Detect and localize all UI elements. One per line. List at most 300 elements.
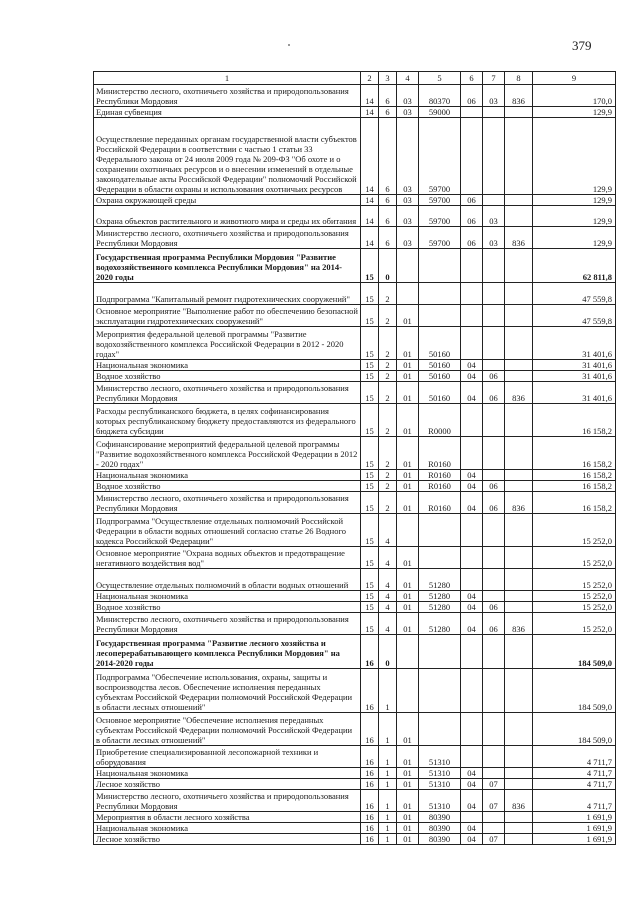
code-cell: 2 [379, 481, 397, 492]
code-cell: 4 [379, 602, 397, 613]
code-cell [461, 547, 483, 569]
code-cell: 07 [483, 834, 505, 845]
table-row [94, 492, 616, 514]
table-row [94, 591, 616, 602]
row-name: Охрана окружающей среды [94, 195, 361, 206]
code-cell: 01 [397, 768, 419, 779]
table-row [94, 602, 616, 613]
code-cell [483, 768, 505, 779]
code-cell [461, 812, 483, 823]
code-cell: 836 [505, 382, 533, 404]
code-cell: 15 [361, 514, 379, 547]
table-row [94, 790, 616, 812]
code-cell [505, 327, 533, 360]
row-amount: 1 691,9 [533, 834, 616, 845]
row-amount: 16 158,2 [533, 470, 616, 481]
row-name: Министерство лесного, охотничьего хозяйства и природопользования Республики Мордовия [94, 613, 361, 635]
code-cell: 01 [397, 746, 419, 768]
table-row [94, 227, 616, 249]
code-cell: R0160 [419, 470, 461, 481]
code-cell: 07 [483, 779, 505, 790]
code-cell: 1 [379, 790, 397, 812]
code-cell [461, 327, 483, 360]
code-cell [505, 360, 533, 371]
code-cell: 1 [379, 834, 397, 845]
row-amount: 31 401,6 [533, 382, 616, 404]
code-cell [461, 283, 483, 305]
code-cell: 03 [483, 227, 505, 249]
code-cell: 50160 [419, 382, 461, 404]
code-cell [505, 768, 533, 779]
code-cell [505, 602, 533, 613]
code-cell: 01 [397, 327, 419, 360]
code-cell [483, 812, 505, 823]
code-cell: 01 [397, 437, 419, 470]
row-name: Осуществление переданных органам государственной власти субъектов Российской Федерации в соответствии с частью 1 статьи 33 Федерального закона от 24 июля 2009 года № 209-ФЗ "Об охоте и о сохранении охотничьих ресурсов и о внесении изменений в отдельные законодательные акты Российской Федерации" полномочий Российской Федерации в области охраны и использования охотничьих ресурсов [94, 118, 361, 195]
code-cell: R0160 [419, 492, 461, 514]
code-cell: 51280 [419, 591, 461, 602]
row-name: Подпрограмма "Осуществление отдельных полномочий Российской Федерации в области водных отношений согласно статье 26 Водного кодекса Российской Федерации" [94, 514, 361, 547]
code-cell: 59700 [419, 195, 461, 206]
code-cell [505, 746, 533, 768]
code-cell: R0160 [419, 481, 461, 492]
code-cell: 06 [483, 371, 505, 382]
row-name: Осуществление отдельных полномочий в области водных отношений [94, 569, 361, 591]
code-cell: 04 [461, 360, 483, 371]
code-cell: 06 [483, 492, 505, 514]
table-row [94, 569, 616, 591]
code-cell: 04 [461, 382, 483, 404]
table-row [94, 360, 616, 371]
code-cell [419, 547, 461, 569]
code-cell [505, 713, 533, 746]
code-cell [419, 249, 461, 283]
code-cell: 50160 [419, 360, 461, 371]
code-cell [505, 206, 533, 227]
row-name: Водное хозяйство [94, 481, 361, 492]
code-cell [505, 779, 533, 790]
code-cell: 15 [361, 404, 379, 437]
code-cell: 06 [461, 206, 483, 227]
column-header: 3 [379, 72, 397, 85]
code-cell: 51310 [419, 779, 461, 790]
table-row [94, 404, 616, 437]
row-amount: 15 252,0 [533, 514, 616, 547]
code-cell: 15 [361, 283, 379, 305]
code-cell: 04 [461, 834, 483, 845]
table-row [94, 85, 616, 107]
code-cell: 01 [397, 360, 419, 371]
code-cell: 59700 [419, 118, 461, 195]
code-cell: 01 [397, 591, 419, 602]
row-amount: 170,0 [533, 85, 616, 107]
row-name: Министерство лесного, охотничьего хозяйства и природопользования Республики Мордовия [94, 382, 361, 404]
code-cell [483, 514, 505, 547]
code-cell: 6 [379, 195, 397, 206]
code-cell: 06 [461, 195, 483, 206]
table-row [94, 768, 616, 779]
code-cell: 1 [379, 768, 397, 779]
row-amount: 16 158,2 [533, 481, 616, 492]
row-amount: 4 711,7 [533, 768, 616, 779]
row-amount: 184 509,0 [533, 713, 616, 746]
code-cell [505, 118, 533, 195]
code-cell: 01 [397, 779, 419, 790]
code-cell: 4 [379, 591, 397, 602]
code-cell [397, 514, 419, 547]
row-name: Министерство лесного, охотничьего хозяйства и природопользования Республики Мордовия [94, 85, 361, 107]
code-cell [505, 107, 533, 118]
code-cell: 59000 [419, 107, 461, 118]
table-row [94, 327, 616, 360]
code-cell [461, 305, 483, 327]
code-cell [505, 823, 533, 834]
code-cell: R0160 [419, 437, 461, 470]
code-cell [483, 283, 505, 305]
code-cell: 1 [379, 669, 397, 713]
table-row [94, 713, 616, 746]
code-cell: 14 [361, 85, 379, 107]
row-name: Министерство лесного, охотничьего хозяйства и природопользования Республики Мордовия [94, 227, 361, 249]
row-name: Национальная экономика [94, 360, 361, 371]
code-cell: 06 [483, 481, 505, 492]
code-cell: 1 [379, 746, 397, 768]
code-cell: 6 [379, 206, 397, 227]
code-cell [483, 404, 505, 437]
row-amount: 129,9 [533, 206, 616, 227]
code-cell: 15 [361, 492, 379, 514]
code-cell [483, 547, 505, 569]
code-cell [483, 746, 505, 768]
code-cell [505, 249, 533, 283]
column-header: 4 [397, 72, 419, 85]
code-cell: 15 [361, 360, 379, 371]
code-cell: 51280 [419, 613, 461, 635]
code-cell: 2 [379, 470, 397, 481]
row-amount: 184 509,0 [533, 635, 616, 669]
code-cell [461, 635, 483, 669]
row-name: Расходы республиканского бюджета, в целях софинансирования которых республиканскому бюджету предоставляются из федерального бюджета субсидии [94, 404, 361, 437]
scan-speck [288, 44, 290, 46]
code-cell [505, 834, 533, 845]
code-cell: 06 [483, 602, 505, 613]
code-cell [461, 669, 483, 713]
row-name: Национальная экономика [94, 470, 361, 481]
code-cell [505, 569, 533, 591]
column-header: 1 [94, 72, 361, 85]
code-cell: 6 [379, 107, 397, 118]
code-cell: 51310 [419, 746, 461, 768]
row-amount: 15 252,0 [533, 569, 616, 591]
row-amount: 129,9 [533, 107, 616, 118]
code-cell: 01 [397, 812, 419, 823]
row-name: Лесное хозяйство [94, 834, 361, 845]
column-header: 2 [361, 72, 379, 85]
row-name: Лесное хозяйство [94, 779, 361, 790]
budget-table [93, 71, 616, 845]
code-cell: 15 [361, 437, 379, 470]
code-cell: 4 [379, 514, 397, 547]
code-cell [419, 283, 461, 305]
code-cell: 2 [379, 360, 397, 371]
code-cell: 2 [379, 382, 397, 404]
row-amount: 47 559,8 [533, 305, 616, 327]
code-cell: 80370 [419, 85, 461, 107]
code-cell: 15 [361, 613, 379, 635]
code-cell [419, 713, 461, 746]
row-amount: 1 691,9 [533, 823, 616, 834]
code-cell: 01 [397, 790, 419, 812]
code-cell [461, 118, 483, 195]
row-name: Министерство лесного, охотничьего хозяйства и природопользования Республики Мордовия [94, 790, 361, 812]
code-cell [505, 470, 533, 481]
code-cell: 2 [379, 492, 397, 514]
code-cell: 16 [361, 669, 379, 713]
table-row [94, 823, 616, 834]
code-cell: 03 [397, 227, 419, 249]
code-cell: 6 [379, 227, 397, 249]
row-name: Государственная программа "Развитие лесного хозяйства и лесоперерабатывающего комплекса Республики Мордовия" на 2014-2020 годы [94, 635, 361, 669]
code-cell: 01 [397, 569, 419, 591]
code-cell: 80390 [419, 812, 461, 823]
code-cell: 15 [361, 547, 379, 569]
code-cell: 4 [379, 613, 397, 635]
table-row [94, 249, 616, 283]
code-cell: 16 [361, 768, 379, 779]
code-cell: 15 [361, 249, 379, 283]
row-name: Основное мероприятие "Обеспечение исполнения переданных субъектам Российской Федерации полномочий Российской Федерации в области лесных отношений" [94, 713, 361, 746]
row-amount: 31 401,6 [533, 327, 616, 360]
code-cell: 14 [361, 118, 379, 195]
row-amount: 129,9 [533, 195, 616, 206]
code-cell [419, 514, 461, 547]
row-amount: 4 711,7 [533, 790, 616, 812]
row-amount: 47 559,8 [533, 283, 616, 305]
row-amount: 184 509,0 [533, 669, 616, 713]
row-name: Основное мероприятие "Охрана водных объектов и предотвращение негативного воздействия вод" [94, 547, 361, 569]
code-cell [483, 360, 505, 371]
row-amount: 31 401,6 [533, 371, 616, 382]
code-cell [505, 547, 533, 569]
code-cell [461, 514, 483, 547]
row-amount: 15 252,0 [533, 602, 616, 613]
code-cell: 50160 [419, 327, 461, 360]
code-cell: 1 [379, 812, 397, 823]
code-cell [505, 635, 533, 669]
code-cell: 6 [379, 85, 397, 107]
code-cell: 06 [483, 613, 505, 635]
table-row [94, 118, 616, 195]
code-cell: 2 [379, 327, 397, 360]
code-cell: 14 [361, 107, 379, 118]
code-cell: 15 [361, 382, 379, 404]
code-cell [483, 195, 505, 206]
table-row [94, 669, 616, 713]
code-cell [461, 437, 483, 470]
row-name: Подпрограмма "Обеспечение использования, охраны, защиты и воспроизводства лесов. Обеспечение исполнения переданных субъектам Российской Федерации полномочий Российской Федерации в области лесных отношений" [94, 669, 361, 713]
table-row [94, 514, 616, 547]
table-row [94, 812, 616, 823]
code-cell: 14 [361, 206, 379, 227]
column-header: 9 [533, 72, 616, 85]
row-name: Национальная экономика [94, 823, 361, 834]
code-cell [419, 305, 461, 327]
code-cell: 836 [505, 492, 533, 514]
code-cell: 4 [379, 547, 397, 569]
code-cell [505, 283, 533, 305]
row-amount: 15 252,0 [533, 591, 616, 602]
code-cell: 16 [361, 713, 379, 746]
row-name: Министерство лесного, охотничьего хозяйства и природопользования Республики Мордовия [94, 492, 361, 514]
row-name: Приобретение специализированной лесопожарной техники и оборудования [94, 746, 361, 768]
table-row [94, 195, 616, 206]
table-row [94, 779, 616, 790]
code-cell [483, 327, 505, 360]
code-cell: 04 [461, 779, 483, 790]
code-cell: 15 [361, 371, 379, 382]
row-amount: 16 158,2 [533, 492, 616, 514]
code-cell: 16 [361, 746, 379, 768]
code-cell: 2 [379, 371, 397, 382]
code-cell: 59700 [419, 206, 461, 227]
code-cell: 16 [361, 779, 379, 790]
code-cell: 15 [361, 327, 379, 360]
column-header: 7 [483, 72, 505, 85]
code-cell [505, 481, 533, 492]
code-cell: 0 [379, 635, 397, 669]
code-cell: 1 [379, 779, 397, 790]
row-amount: 4 711,7 [533, 779, 616, 790]
row-name: Государственная программа Республики Мордовия "Развитие водохозяйственного комплекса Республики Мордовия" на 2014-2020 годы [94, 249, 361, 283]
code-cell: 1 [379, 713, 397, 746]
code-cell [483, 305, 505, 327]
code-cell: 2 [379, 437, 397, 470]
code-cell [461, 746, 483, 768]
code-cell [505, 305, 533, 327]
code-cell [505, 371, 533, 382]
code-cell: 1 [379, 823, 397, 834]
code-cell [483, 669, 505, 713]
code-cell: 01 [397, 404, 419, 437]
row-amount: 4 711,7 [533, 746, 616, 768]
code-cell: 836 [505, 227, 533, 249]
column-header: 8 [505, 72, 533, 85]
code-cell: 15 [361, 481, 379, 492]
code-cell: 03 [483, 85, 505, 107]
code-cell: 01 [397, 481, 419, 492]
table-row [94, 305, 616, 327]
code-cell [461, 569, 483, 591]
table-row [94, 834, 616, 845]
row-amount: 129,9 [533, 227, 616, 249]
code-cell: 15 [361, 305, 379, 327]
code-cell [483, 569, 505, 591]
code-cell: 2 [379, 404, 397, 437]
row-name: Водное хозяйство [94, 602, 361, 613]
code-cell [483, 107, 505, 118]
code-cell: 04 [461, 613, 483, 635]
code-cell [397, 635, 419, 669]
code-cell: 15 [361, 591, 379, 602]
code-cell [505, 514, 533, 547]
row-amount: 62 811,8 [533, 249, 616, 283]
column-header: 6 [461, 72, 483, 85]
row-name: Водное хозяйство [94, 371, 361, 382]
code-cell [483, 713, 505, 746]
table-row [94, 382, 616, 404]
row-amount: 16 158,2 [533, 404, 616, 437]
code-cell: 2 [379, 305, 397, 327]
code-cell: 2 [379, 283, 397, 305]
row-name: Подпрограмма "Капитальный ремонт гидротехнических сооружений" [94, 283, 361, 305]
code-cell [419, 669, 461, 713]
code-cell: 01 [397, 834, 419, 845]
code-cell: 04 [461, 823, 483, 834]
code-cell [483, 249, 505, 283]
row-name: Основное мероприятие "Выполнение работ по обеспечению безопасной эксплуатации гидротехнических сооружений" [94, 305, 361, 327]
code-cell: 16 [361, 812, 379, 823]
code-cell [483, 635, 505, 669]
code-cell: 03 [397, 85, 419, 107]
code-cell: 15 [361, 470, 379, 481]
table-row [94, 283, 616, 305]
code-cell: 14 [361, 227, 379, 249]
code-cell: 16 [361, 823, 379, 834]
code-cell: 03 [397, 107, 419, 118]
row-name: Национальная экономика [94, 768, 361, 779]
table-row [94, 107, 616, 118]
table-row [94, 613, 616, 635]
code-cell: 07 [483, 790, 505, 812]
code-cell [505, 591, 533, 602]
code-cell: 03 [483, 206, 505, 227]
row-amount: 31 401,6 [533, 360, 616, 371]
code-cell: 04 [461, 790, 483, 812]
code-cell: 04 [461, 492, 483, 514]
code-cell [505, 812, 533, 823]
row-name: Софинансирование мероприятий федеральной целевой программы "Развитие водохозяйственного комплекса Российской Федерации в 2012 - 2020 годах" [94, 437, 361, 470]
code-cell: 836 [505, 790, 533, 812]
table-row [94, 547, 616, 569]
code-cell: 01 [397, 547, 419, 569]
code-cell [505, 437, 533, 470]
code-cell: 15 [361, 602, 379, 613]
code-cell: 51310 [419, 790, 461, 812]
code-cell: 04 [461, 591, 483, 602]
code-cell [483, 591, 505, 602]
code-cell: 14 [361, 195, 379, 206]
code-cell [505, 195, 533, 206]
code-cell: 04 [461, 470, 483, 481]
code-cell: 03 [397, 195, 419, 206]
table-header-row [94, 72, 616, 85]
code-cell [505, 669, 533, 713]
code-cell: 0 [379, 249, 397, 283]
code-cell: 01 [397, 613, 419, 635]
code-cell [483, 437, 505, 470]
code-cell: 4 [379, 569, 397, 591]
code-cell: 80390 [419, 823, 461, 834]
table-row [94, 470, 616, 481]
code-cell: 04 [461, 768, 483, 779]
table-row [94, 746, 616, 768]
code-cell: 06 [461, 227, 483, 249]
code-cell [461, 404, 483, 437]
code-cell: 04 [461, 481, 483, 492]
code-cell: R0000 [419, 404, 461, 437]
code-cell: 06 [461, 85, 483, 107]
code-cell: 51310 [419, 768, 461, 779]
